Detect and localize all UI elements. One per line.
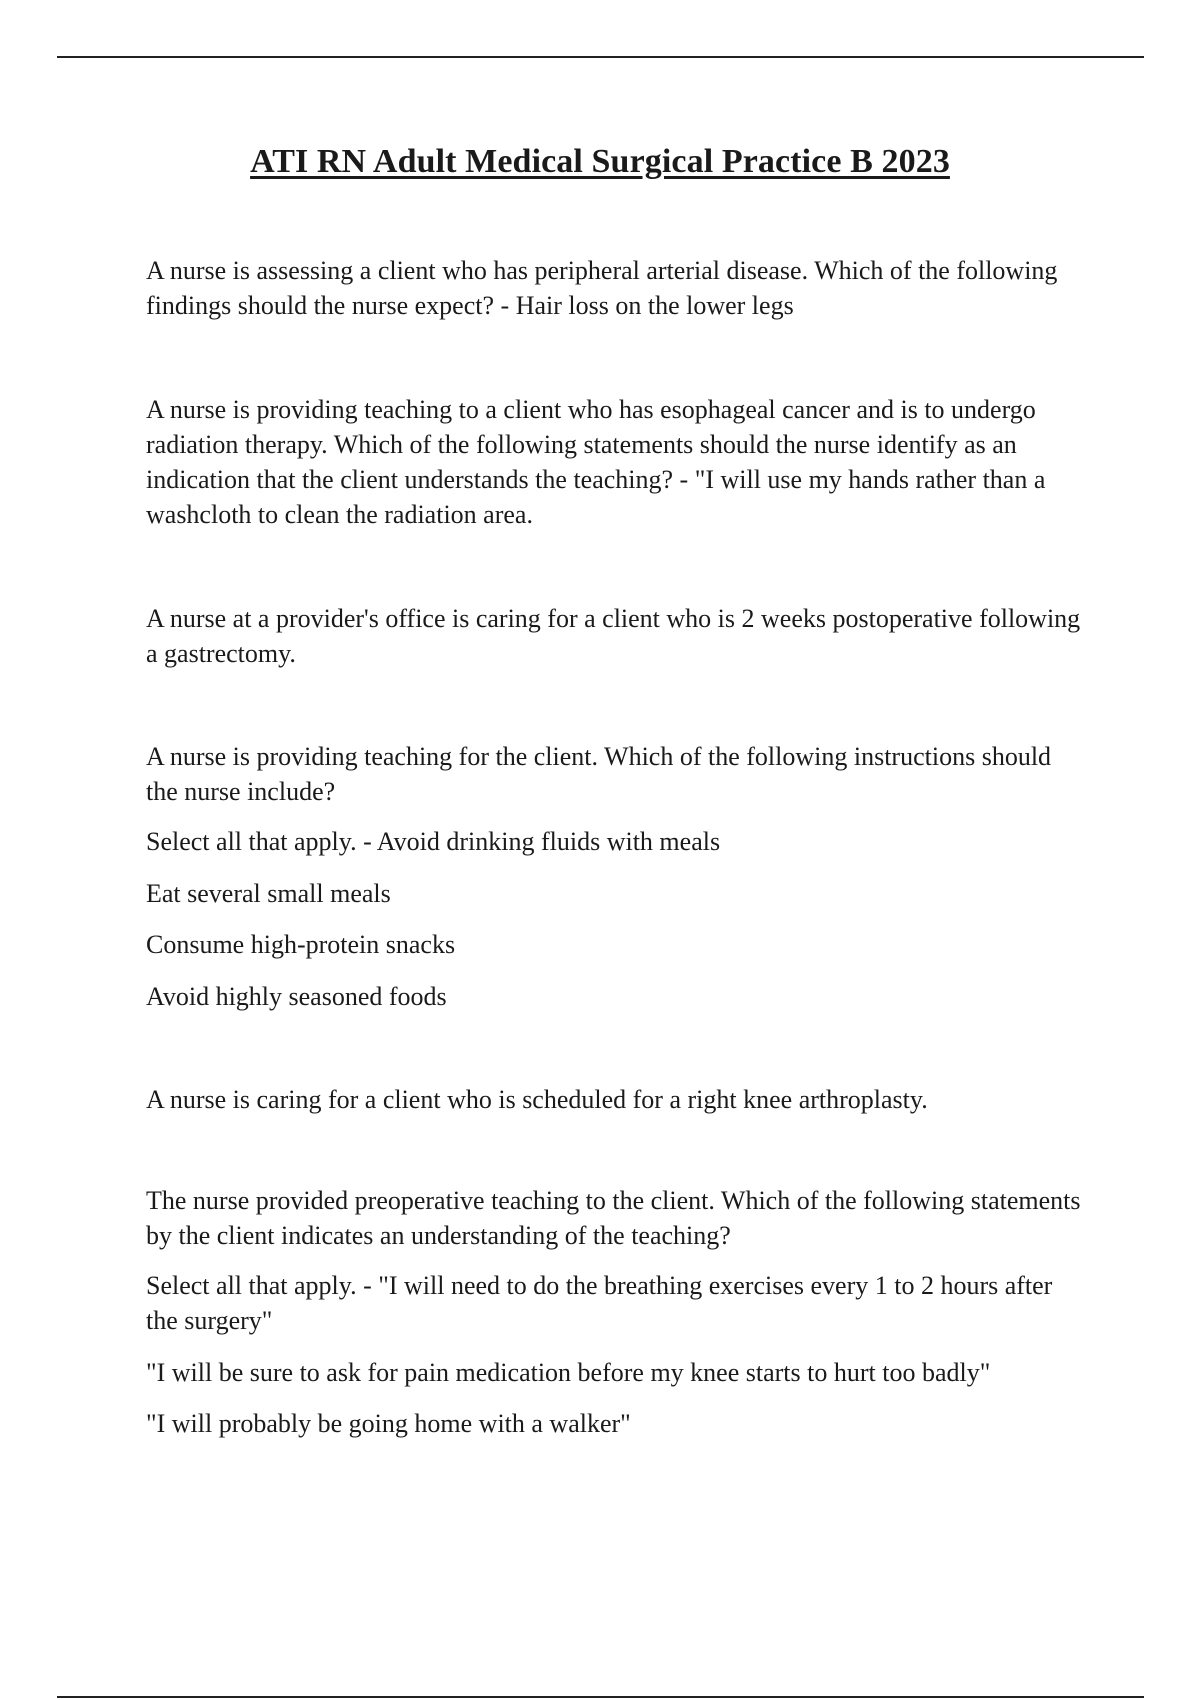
top-rule [57,56,1144,58]
answer-line: Select all that apply. - Avoid drinking fluids with meals [146,827,721,856]
paragraph-pad-question: A nurse is assessing a client who has peripheral arterial disease. Which of the following findings should the nurse expect? - Hair loss on the lower legs [146,256,1058,320]
bottom-rule [57,1696,1144,1698]
paragraph-arthroplasty-scenario: A nurse is caring for a client who is scheduled for a right knee arthroplasty. [146,1085,928,1114]
document-title: ATI RN Adult Medical Surgical Practice B 2023 [250,143,950,180]
answer-line: Select all that apply. - "I will need to do the breathing exercises every 1 to 2 hours after the surgery" [146,1271,1053,1335]
answer-line: "I will be sure to ask for pain medication before my knee starts to hurt too badly" [146,1358,991,1387]
answer-line: Eat several small meals [146,879,391,908]
answer-line: Avoid highly seasoned foods [146,982,447,1011]
answer-line: "I will probably be going home with a walker" [146,1409,631,1438]
paragraph-preop-question: The nurse provided preoperative teaching to the client. Which of the following statements by the client indicates an understanding of the teaching? [146,1186,1081,1250]
paragraph-radiation-question: A nurse is providing teaching to a client who has esophageal cancer and is to undergo radiation therapy. Which of the following statements should the nurse identify as an indication that the client understands the teaching? - "I will use my hands rather than a washcloth to clean the radiation area. [146,395,1046,529]
answer-line: Consume high-protein snacks [146,930,456,959]
paragraph-gastrectomy-scenario: A nurse at a provider's office is caring for a client who is 2 weeks postoperative following a gastrectomy. [146,604,1081,668]
paragraph-teaching-question: A nurse is providing teaching for the client. Which of the following instructions should the nurse include? [146,742,1052,806]
